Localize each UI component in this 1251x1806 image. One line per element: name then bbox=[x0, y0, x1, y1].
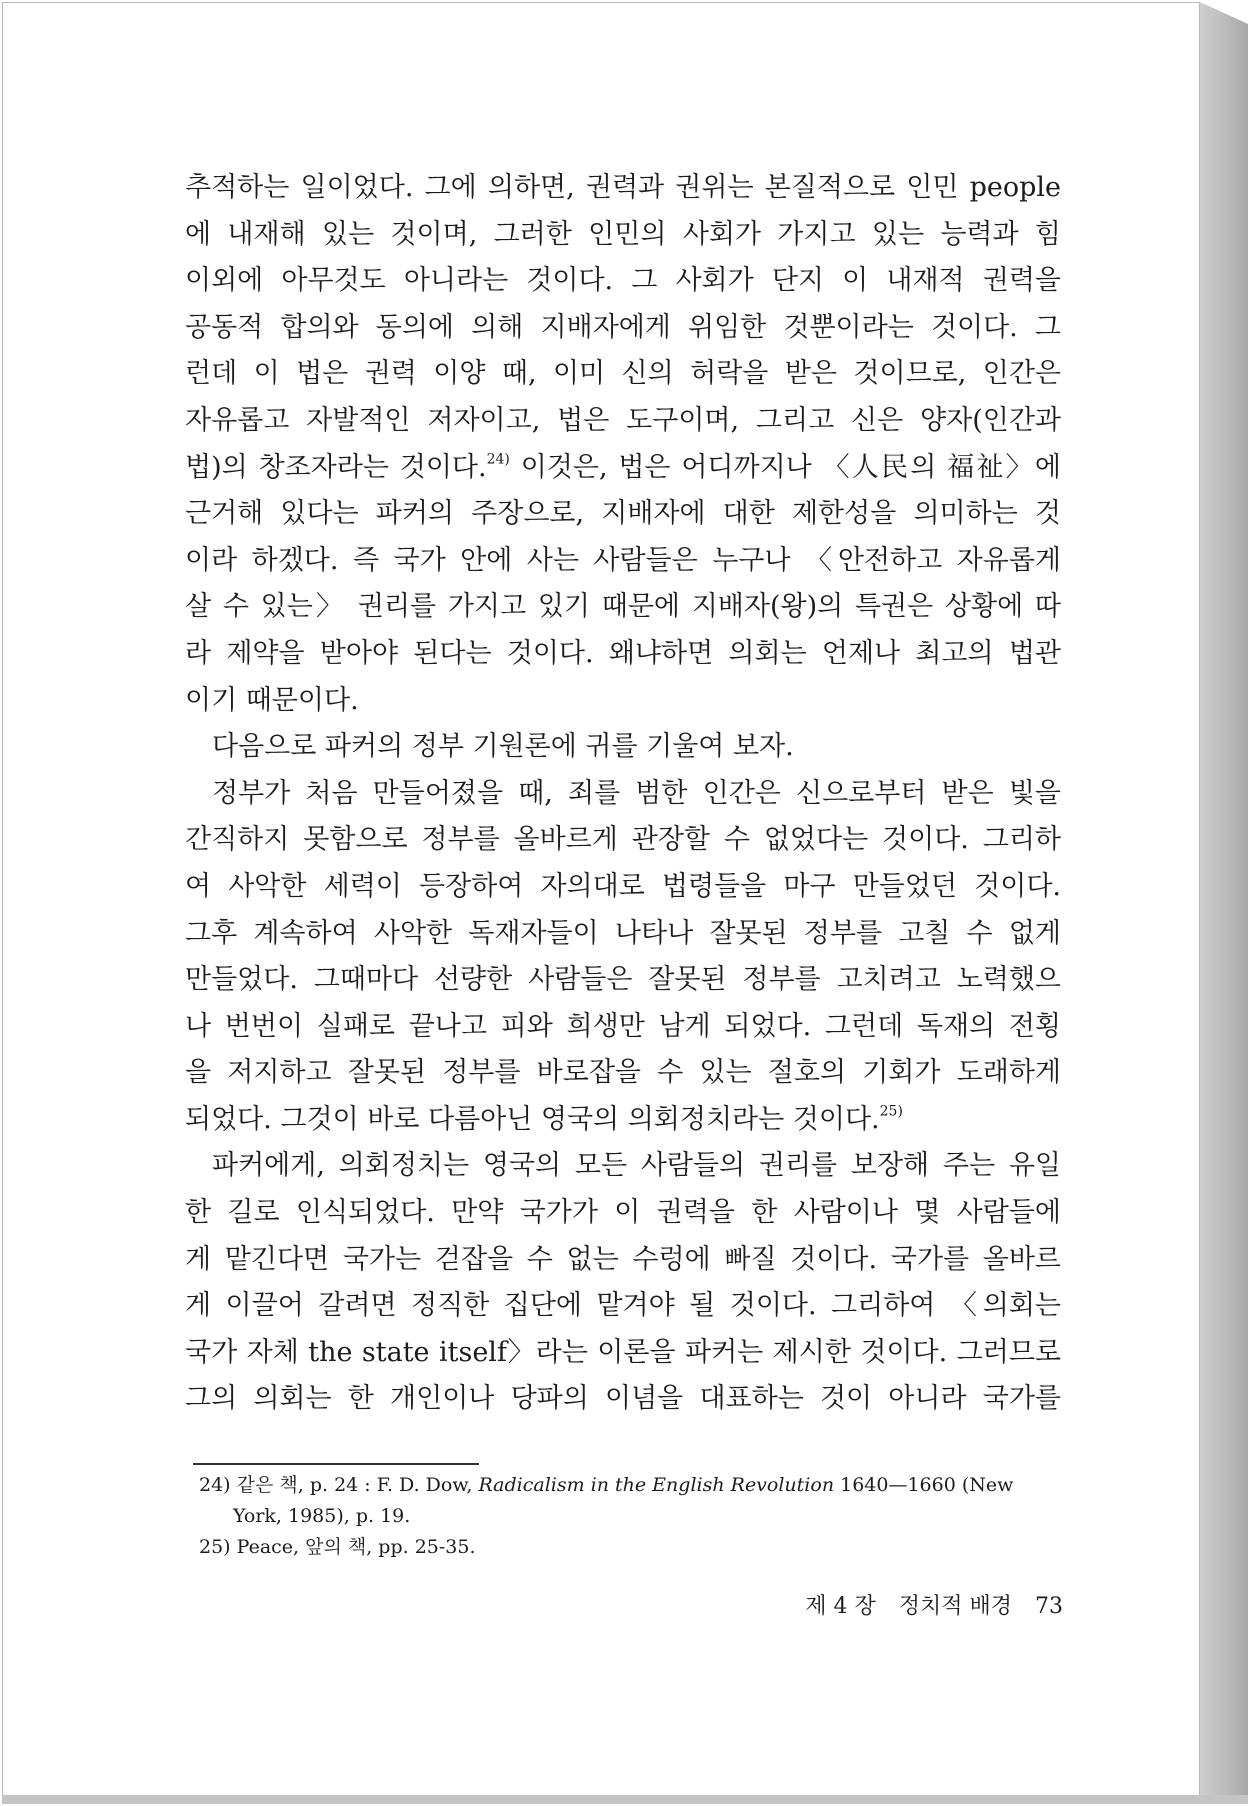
text-line: 게 이끌어 갈려면 정직한 집단에 맡겨야 될 것이다. 그리하여 〈의회는 bbox=[185, 1290, 1061, 1322]
text-line: 추적하는 일이었다. 그에 의하면, 권력과 권위는 본질적으로 인민 people bbox=[185, 172, 1061, 203]
footnote-25 bbox=[199, 1532, 1079, 1563]
footnote-number: 25) bbox=[199, 1536, 231, 1558]
chapter-label: 제 4 장 bbox=[805, 1594, 876, 1619]
text-line: 근거해 있다는 파커의 주장으로, 지배자에 대한 제한성을 의미하는 것 bbox=[185, 498, 1061, 530]
text-line: 을 저지하고 잘못된 정부를 바로잡을 수 있는 절호의 기회가 도래하게 bbox=[185, 1057, 1061, 1089]
text-segment: 법)의 창조자라는 것이다. bbox=[185, 451, 487, 483]
text-segment: 이것은, 법은 어디까지나 〈人民의 福祉〉에 bbox=[520, 451, 1061, 483]
book-page bbox=[2, 2, 1200, 1802]
footnote-number: 24) bbox=[199, 1474, 231, 1496]
text-line: 에 내재해 있는 것이며, 그러한 인민의 사회가 가지고 있는 능력과 힘 bbox=[185, 218, 1061, 250]
footnote-book-title: Radicalism in the English Revolution bbox=[478, 1474, 835, 1496]
footnote-divider bbox=[193, 1463, 479, 1465]
footnote-24 bbox=[199, 1470, 1079, 1501]
footnote-ref-24: 24) bbox=[486, 450, 510, 467]
text-line: 런데 이 법은 권력 이양 때, 이미 신의 허락을 받은 것이므로, 인간은 bbox=[185, 358, 1061, 390]
footnote-text: Peace, 앞의 책, pp. 25-35. bbox=[236, 1536, 476, 1558]
text-line: 그의 의회는 한 개인이나 당파의 이념을 대표하는 것이 아니라 국가를 bbox=[185, 1383, 1061, 1415]
text-line: 다음으로 파커의 정부 기원론에 귀를 기울여 보자. bbox=[212, 731, 794, 763]
text-line: 파커에게, 의회정치는 영국의 모든 사람들의 권리를 보장해 주는 유일 bbox=[212, 1150, 1061, 1182]
text-line: 이라 하겠다. 즉 국가 안에 사는 사람들은 누구나 〈안전하고 자유롭게 bbox=[185, 544, 1061, 576]
text-line: 자유롭고 자발적인 저자이고, 법은 도구이며, 그리고 신은 양자(인간과 bbox=[185, 404, 1061, 436]
text-line: 라 제약을 받아야 된다는 것이다. 왜냐하면 의회는 언제나 최고의 법관 bbox=[185, 637, 1061, 669]
chapter-title: 정치적 배경 bbox=[898, 1594, 1012, 1619]
text-line bbox=[185, 1097, 1061, 1144]
footnotes bbox=[199, 1470, 1079, 1563]
body-text bbox=[185, 165, 1061, 1423]
text-line: 여 사악한 세력이 등장하여 자의대로 법령들을 마구 만들었던 것이다. bbox=[185, 870, 1061, 902]
page-bottom-edge bbox=[2, 1795, 1248, 1804]
page-number: 73 bbox=[1035, 1594, 1063, 1619]
footnote-text: 같은 책, p. 24 : F. D. Dow, bbox=[236, 1474, 473, 1496]
text-line: 공동적 합의와 동의에 의해 지배자에게 위임한 것뿐이라는 것이다. 그 bbox=[185, 311, 1061, 343]
text-line: 그후 계속하여 사악한 독재자들이 나타나 잘못된 정부를 고칠 수 없게 bbox=[185, 917, 1061, 949]
footnote-24-continued: York, 1985), p. 19. bbox=[233, 1505, 411, 1527]
page-edge-shadow bbox=[1200, 2, 1248, 1802]
text-line: 이기 때문이다. bbox=[185, 684, 359, 716]
footnote-text: 1640—1660 (New bbox=[840, 1474, 1014, 1496]
text-line: 정부가 처음 만들어졌을 때, 죄를 범한 인간은 신으로부터 받은 빛을 bbox=[212, 777, 1061, 809]
text-segment: 되었다. 그것이 바로 다름아닌 영국의 의회정치라는 것이다. bbox=[185, 1103, 880, 1135]
text-line: 국가 자체 the state itself〉라는 이론을 파커는 제시한 것이다. 그러므로 bbox=[185, 1336, 1061, 1368]
text-line: 만들었다. 그때마다 선량한 사람들은 잘못된 정부를 고치려고 노력했으 bbox=[185, 964, 1061, 996]
footnote-ref-25: 25) bbox=[879, 1103, 903, 1120]
text-line bbox=[185, 445, 1061, 492]
text-line: 간직하지 못함으로 정부를 올바르게 관장할 수 없었다는 것이다. 그리하 bbox=[185, 824, 1061, 856]
text-line: 한 길로 인식되었다. 만약 국가가 이 권력을 한 사람이나 몇 사람들에 bbox=[185, 1197, 1061, 1229]
text-line: 이외에 아무것도 아니라는 것이다. 그 사회가 단지 이 내재적 권력을 bbox=[185, 265, 1061, 297]
text-line: 게 맡긴다면 국가는 걷잡을 수 없는 수렁에 빠질 것이다. 국가를 올바르 bbox=[185, 1243, 1061, 1275]
text-line: 살 수 있는〉 권리를 가지고 있기 때문에 지배자(왕)의 특권은 상황에 따 bbox=[185, 591, 1061, 623]
running-footer bbox=[763, 1589, 1063, 1620]
text-line: 나 번번이 실패로 끝나고 피와 희생만 남게 되었다. 그런데 독재의 전횡 bbox=[185, 1010, 1061, 1042]
